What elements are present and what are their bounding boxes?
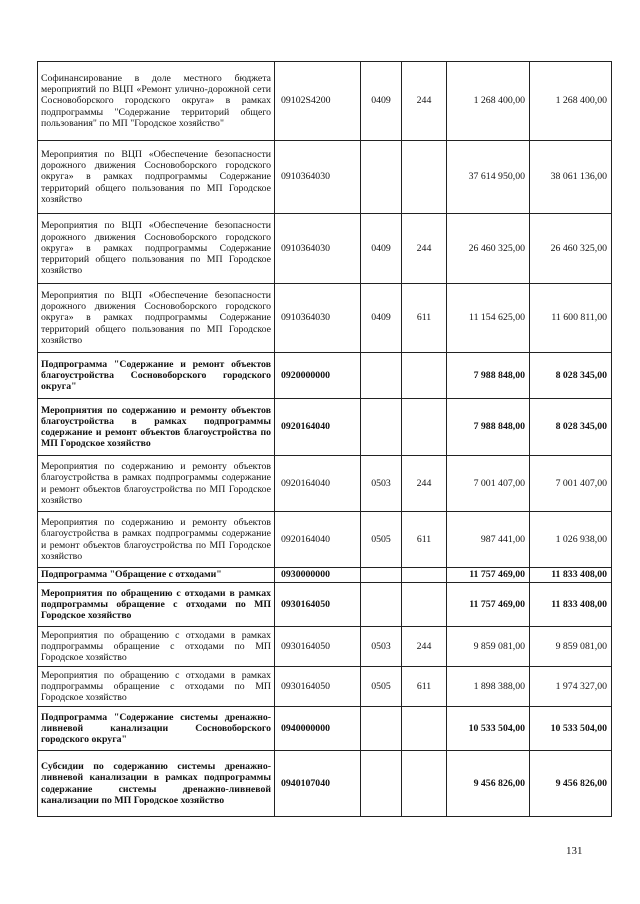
row-code: 0930164050 xyxy=(275,583,361,627)
row-expense-type xyxy=(402,141,447,214)
row-sum-year1: 9 456 826,00 xyxy=(447,751,530,817)
row-sum-year1: 9 859 081,00 xyxy=(447,627,530,667)
table-row xyxy=(38,568,612,583)
row-section xyxy=(361,751,402,817)
row-section: 0503 xyxy=(361,627,402,667)
row-expense-type: 244 xyxy=(402,456,447,512)
row-expense-type: 244 xyxy=(402,214,447,284)
table-row xyxy=(38,353,612,399)
row-section: 0409 xyxy=(361,62,402,141)
row-section: 0505 xyxy=(361,512,402,568)
row-code: 0920164040 xyxy=(275,456,361,512)
row-sum-year1: 1 898 388,00 xyxy=(447,667,530,707)
row-section xyxy=(361,399,402,456)
row-sum-year1: 26 460 325,00 xyxy=(447,214,530,284)
row-name: Мероприятия по содержанию и ремонту объектов благоустройства в рамках подпрограммы содержание и ремонт объектов благоустройства по МП Городское хозяйство xyxy=(38,512,275,568)
row-name: Мероприятия по содержанию и ремонту объектов благоустройства в рамках подпрограммы содержание и ремонт объектов благоустройства по МП Городское хозяйство xyxy=(38,399,275,456)
row-sum-year1: 11 757 469,00 xyxy=(447,583,530,627)
table-row xyxy=(38,707,612,751)
row-name: Мероприятия по ВЦП «Обеспечение безопасности дорожного движения Сосновоборского городского округа» в рамках подпрограммы Содержание территорий общего пользования по МП Городское хозяйство xyxy=(38,214,275,284)
row-section xyxy=(361,583,402,627)
row-sum-year2: 9 859 081,00 xyxy=(530,627,612,667)
row-expense-type xyxy=(402,751,447,817)
row-code: 0930000000 xyxy=(275,568,361,583)
row-sum-year2: 11 600 811,00 xyxy=(530,284,612,353)
row-expense-type xyxy=(402,707,447,751)
row-sum-year1: 7 988 848,00 xyxy=(447,399,530,456)
table-row xyxy=(38,751,612,817)
row-sum-year1: 10 533 504,00 xyxy=(447,707,530,751)
table-row xyxy=(38,627,612,667)
row-sum-year1: 37 614 950,00 xyxy=(447,141,530,214)
row-expense-type: 611 xyxy=(402,512,447,568)
row-expense-type: 244 xyxy=(402,62,447,141)
row-code: 0930164050 xyxy=(275,627,361,667)
row-code: 0920000000 xyxy=(275,353,361,399)
row-code: 0940107040 xyxy=(275,751,361,817)
row-expense-type xyxy=(402,399,447,456)
row-sum-year2: 9 456 826,00 xyxy=(530,751,612,817)
row-name: Мероприятия по обращению с отходами в рамках подпрограммы обращение с отходами по МП Городское хозяйство xyxy=(38,667,275,707)
row-code: 0930164050 xyxy=(275,667,361,707)
row-sum-year1: 987 441,00 xyxy=(447,512,530,568)
row-expense-type xyxy=(402,353,447,399)
row-sum-year2: 8 028 345,00 xyxy=(530,353,612,399)
row-section: 0409 xyxy=(361,284,402,353)
budget-table xyxy=(37,61,612,817)
row-code: 0940000000 xyxy=(275,707,361,751)
row-sum-year1: 11 154 625,00 xyxy=(447,284,530,353)
row-name: Мероприятия по обращению с отходами в рамках подпрограммы обращение с отходами по МП Городское хозяйство xyxy=(38,627,275,667)
row-section: 0505 xyxy=(361,667,402,707)
row-section xyxy=(361,353,402,399)
row-code: 0920164040 xyxy=(275,512,361,568)
row-name: Субсидии по содержанию системы дренажно-ливневой канализации в рамках подпрограммы содержание системы дренажно-ливневой канализации по МП Городское хозяйство xyxy=(38,751,275,817)
table-row xyxy=(38,583,612,627)
row-name: Подпрограмма "Обращение с отходами" xyxy=(38,568,275,583)
row-sum-year2: 1 026 938,00 xyxy=(530,512,612,568)
row-code: 0910364030 xyxy=(275,284,361,353)
row-sum-year2: 1 268 400,00 xyxy=(530,62,612,141)
row-sum-year1: 7 988 848,00 xyxy=(447,353,530,399)
row-name: Мероприятия по содержанию и ремонту объектов благоустройства в рамках подпрограммы содержание и ремонт объектов благоустройства по МП Городское хозяйство xyxy=(38,456,275,512)
row-sum-year2: 11 833 408,00 xyxy=(530,583,612,627)
table-row xyxy=(38,62,612,141)
row-name: Подпрограмма "Содержание и ремонт объектов благоустройства Сосновоборского городского округа" xyxy=(38,353,275,399)
row-sum-year1: 11 757 469,00 xyxy=(447,568,530,583)
row-name: Подпрограмма "Содержание системы дренажно-ливневой канализации Сосновоборского городского округа" xyxy=(38,707,275,751)
row-expense-type: 611 xyxy=(402,284,447,353)
row-sum-year2: 11 833 408,00 xyxy=(530,568,612,583)
row-sum-year1: 1 268 400,00 xyxy=(447,62,530,141)
row-section xyxy=(361,707,402,751)
row-expense-type: 611 xyxy=(402,667,447,707)
row-code: 0920164040 xyxy=(275,399,361,456)
row-sum-year2: 26 460 325,00 xyxy=(530,214,612,284)
row-sum-year2: 10 533 504,00 xyxy=(530,707,612,751)
table-row xyxy=(38,214,612,284)
row-expense-type xyxy=(402,583,447,627)
row-name: Мероприятия по ВЦП «Обеспечение безопасности дорожного движения Сосновоборского городского округа» в рамках подпрограммы Содержание территорий общего пользования по МП Городское хозяйство xyxy=(38,284,275,353)
row-expense-type xyxy=(402,568,447,583)
row-name: Мероприятия по обращению с отходами в рамках подпрограммы обращение с отходами по МП Городское хозяйство xyxy=(38,583,275,627)
row-code: 0910364030 xyxy=(275,141,361,214)
page-number: 131 xyxy=(566,845,583,857)
row-sum-year2: 8 028 345,00 xyxy=(530,399,612,456)
row-sum-year2: 38 061 136,00 xyxy=(530,141,612,214)
table-row xyxy=(38,456,612,512)
budget-table-container xyxy=(37,61,611,817)
row-sum-year1: 7 001 407,00 xyxy=(447,456,530,512)
row-code: 09102S4200 xyxy=(275,62,361,141)
table-row xyxy=(38,512,612,568)
row-code: 0910364030 xyxy=(275,214,361,284)
budget-table-body xyxy=(38,62,612,817)
table-row xyxy=(38,399,612,456)
row-section: 0409 xyxy=(361,214,402,284)
row-sum-year2: 7 001 407,00 xyxy=(530,456,612,512)
row-section xyxy=(361,568,402,583)
row-name: Софинансирование в доле местного бюджета мероприятий по ВЦП «Ремонт улично-дорожной сети Сосновоборского городского округа» в рамках подпрограммы "Содержание территорий общего пользования" по МП "Городское хозяйство" xyxy=(38,62,275,141)
row-name: Мероприятия по ВЦП «Обеспечение безопасности дорожного движения Сосновоборского городского округа» в рамках подпрограммы Содержание территорий общего пользования по МП Городское хозяйство xyxy=(38,141,275,214)
table-row xyxy=(38,284,612,353)
table-row xyxy=(38,141,612,214)
row-sum-year2: 1 974 327,00 xyxy=(530,667,612,707)
table-row xyxy=(38,667,612,707)
row-section: 0503 xyxy=(361,456,402,512)
row-section xyxy=(361,141,402,214)
row-expense-type: 244 xyxy=(402,627,447,667)
